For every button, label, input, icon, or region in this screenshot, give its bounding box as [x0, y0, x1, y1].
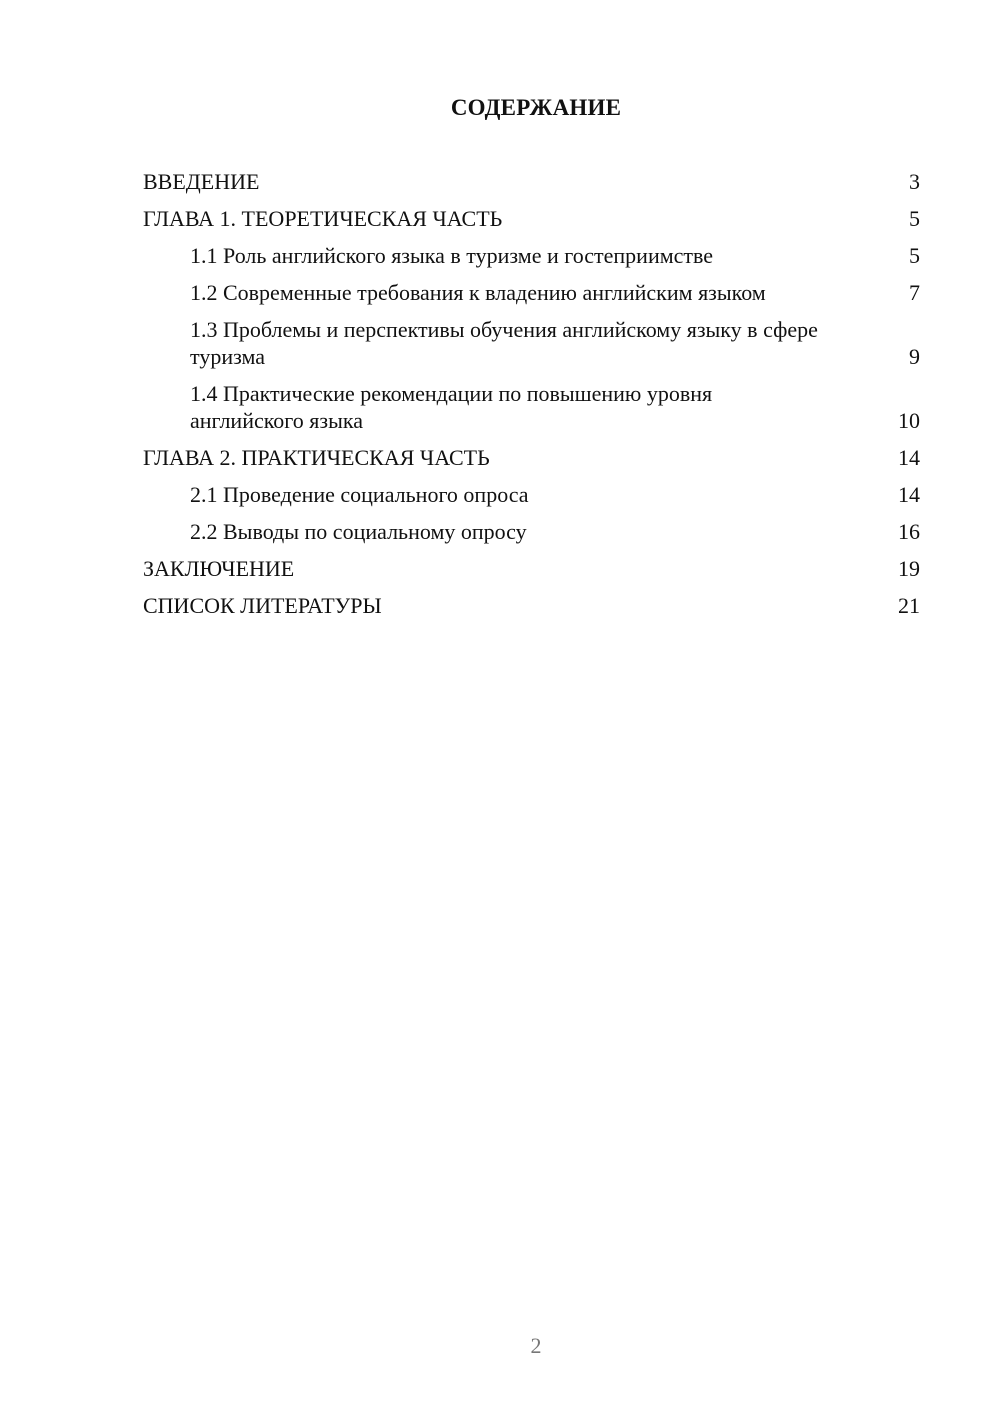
page-number: 2: [530, 1333, 542, 1358]
toc-entry-conclusion[interactable]: [143, 555, 920, 582]
toc-entry-chapter-2[interactable]: [143, 444, 920, 471]
toc-entry-section-1-1[interactable]: [143, 242, 920, 269]
toc-entry-page: 3: [909, 169, 920, 194]
toc-entry-section-1-2[interactable]: [143, 279, 920, 306]
toc-entry-section-2-2[interactable]: [143, 518, 920, 545]
toc-entry-text: СПИСОК ЛИТЕРАТУРЫ: [143, 593, 382, 618]
toc-entry-page: 9: [909, 344, 920, 369]
page-title: СОДЕРЖАНИЕ: [450, 95, 622, 120]
toc-entry-text: ГЛАВА 1. ТЕОРЕТИЧЕСКАЯ ЧАСТЬ: [143, 206, 503, 231]
toc-entry-section-1-3[interactable]: [143, 316, 920, 370]
toc-entry-page: 14: [898, 445, 920, 470]
toc-entry-section-2-1[interactable]: [143, 481, 920, 508]
toc-entry-bibliography[interactable]: [143, 592, 920, 619]
toc-entry-text: 1.2 Современные требования к владению английским языком: [190, 280, 766, 305]
toc-entry-page: 21: [898, 593, 920, 618]
toc-entry-section-1-4[interactable]: [143, 380, 920, 434]
toc-entry-chapter-1[interactable]: [143, 205, 920, 232]
toc-entry-page: 14: [898, 482, 920, 507]
toc-entry-page: 5: [909, 243, 920, 268]
toc-entry-page: 10: [898, 408, 920, 433]
toc-entry-page: 16: [898, 519, 920, 544]
toc-entry-page: 19: [898, 556, 920, 581]
toc-entry-text: 1.4 Практические рекомендации по повышению уровня английского языка: [190, 381, 713, 433]
toc-entry-text: ЗАКЛЮЧЕНИЕ: [143, 556, 295, 581]
toc-entry-text: ГЛАВА 2. ПРАКТИЧЕСКАЯ ЧАСТЬ: [143, 445, 490, 470]
toc-entry-text: 2.2 Выводы по социальному опросу: [190, 519, 527, 544]
table-of-contents: [143, 168, 920, 629]
toc-entry-text: 1.1 Роль английского языка в туризме и гостеприимстве: [190, 243, 714, 268]
toc-entry-text: 2.1 Проведение социального опроса: [190, 482, 529, 507]
toc-entry-page: 7: [909, 280, 920, 305]
toc-entry-text: 1.3 Проблемы и перспективы обучения английскому языку в сфере туризма: [190, 317, 818, 369]
toc-entry-page: 5: [909, 206, 920, 231]
toc-entry-introduction[interactable]: [143, 168, 920, 195]
toc-entry-text: ВВЕДЕНИЕ: [143, 169, 260, 194]
